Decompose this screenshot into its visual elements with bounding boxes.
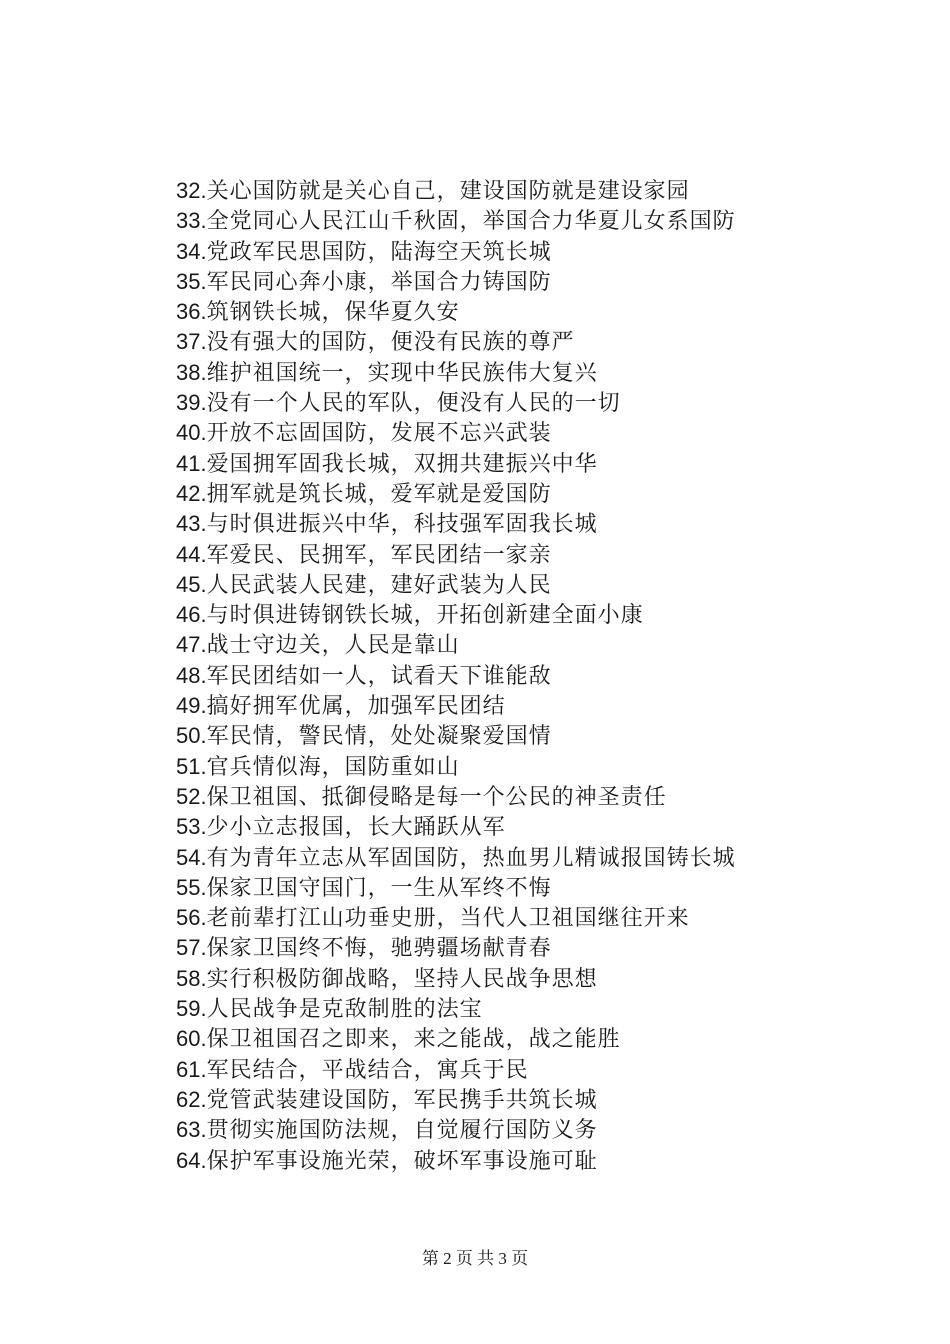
slogan-item <box>176 964 736 994</box>
slogan-item <box>176 176 736 206</box>
slogan-number: 54. <box>176 844 207 870</box>
slogan-item <box>176 630 736 660</box>
slogan-text: 军爱民、民拥军，军民团结一家亲 <box>206 542 552 568</box>
slogan-text: 爱国拥军固我长城，双拥共建振兴中华 <box>206 451 598 477</box>
slogan-number: 53. <box>176 814 207 840</box>
slogan-text: 官兵情似海，国防重如山 <box>206 754 460 780</box>
slogan-text: 保护军事设施光荣，破坏军事设施可耻 <box>206 1148 598 1174</box>
slogan-item <box>176 540 736 570</box>
slogan-text: 筑钢铁长城，保华夏久安 <box>206 300 460 326</box>
page-footer: 第 2 页 共 3 页 <box>421 1249 529 1268</box>
slogan-number: 50. <box>176 723 207 749</box>
slogan-number: 40. <box>176 420 207 446</box>
slogan-text: 人民战争是克敌制胜的法宝 <box>206 997 483 1023</box>
slogan-text: 关心国防就是关心自己，建设国防就是建设家园 <box>206 179 690 204</box>
slogan-text: 拥军就是筑长城，爱军就是爱国防 <box>206 481 552 507</box>
slogan-text: 党管武装建设国防，军民携手共筑长城 <box>206 1087 598 1113</box>
slogan-text: 老前辈打江山功垂史册，当代人卫祖国继往开来 <box>206 906 690 932</box>
slogan-number: 63. <box>176 1117 207 1143</box>
slogan-item <box>176 267 736 297</box>
slogan-text: 实行积极防御战略，坚持人民战争思想 <box>206 966 598 992</box>
slogan-text: 军民团结如一人，试看天下谁能敌 <box>206 663 552 689</box>
slogan-number: 38. <box>176 359 207 385</box>
slogan-number: 56. <box>176 905 207 931</box>
slogan-text: 搞好拥军优属，加强军民团结 <box>206 694 506 720</box>
slogan-item <box>176 600 736 630</box>
slogan-item <box>176 479 736 509</box>
slogan-number: 39. <box>176 390 207 416</box>
slogan-text: 人民武装人民建，建好武装为人民 <box>206 572 552 598</box>
slogan-number: 33. <box>176 208 207 234</box>
slogan-item <box>176 297 736 327</box>
slogan-number: 42. <box>176 480 207 506</box>
slogan-number: 55. <box>176 874 207 900</box>
slogan-item <box>176 1115 736 1145</box>
slogan-item <box>176 358 736 388</box>
slogan-list <box>176 176 736 1176</box>
slogan-text: 维护祖国统一，实现中华民族伟大复兴 <box>206 360 598 386</box>
slogan-number: 41. <box>176 450 207 476</box>
slogan-number: 32. <box>176 178 207 203</box>
slogan-item <box>176 843 736 873</box>
slogan-number: 45. <box>176 571 207 597</box>
slogan-number: 34. <box>176 238 207 264</box>
slogan-item <box>176 418 736 448</box>
slogan-number: 64. <box>176 1147 207 1173</box>
slogan-item <box>176 388 736 418</box>
slogan-item <box>176 509 736 539</box>
slogan-text: 党政军民思国防，陆海空天筑长城 <box>206 239 552 265</box>
slogan-text: 保家卫国终不悔，驰骋疆场献青春 <box>206 936 552 962</box>
slogan-item <box>176 661 736 691</box>
slogan-text: 贯彻实施国防法规，自觉履行国防义务 <box>206 1118 598 1144</box>
slogan-text: 与时俱进振兴中华，科技强军固我长城 <box>206 512 598 538</box>
slogan-item <box>176 812 736 842</box>
slogan-text: 军民结合，平战结合，寓兵于民 <box>206 1057 529 1083</box>
slogan-number: 62. <box>176 1086 207 1112</box>
slogan-number: 36. <box>176 299 207 325</box>
slogan-number: 46. <box>176 602 207 628</box>
slogan-item <box>176 237 736 267</box>
slogan-text: 没有一个人民的军队，便没有人民的一切 <box>206 391 621 417</box>
slogan-text: 保卫祖国、抵御侵略是每一个公民的神圣责任 <box>206 784 667 810</box>
slogan-item <box>176 782 736 812</box>
slogan-number: 48. <box>176 662 207 688</box>
slogan-item <box>176 691 736 721</box>
slogan-item <box>176 873 736 903</box>
slogan-text: 少小立志报国，长大踊跃从军 <box>206 815 506 841</box>
slogan-number: 58. <box>176 965 207 991</box>
slogan-item <box>176 206 736 236</box>
slogan-text: 与时俱进铸钢铁长城，开拓创新建全面小康 <box>206 603 644 629</box>
slogan-text: 军民同心奔小康，举国合力铸国防 <box>206 269 552 295</box>
slogan-item <box>176 721 736 751</box>
slogan-number: 57. <box>176 935 207 961</box>
slogan-number: 35. <box>176 268 207 294</box>
slogan-item <box>176 752 736 782</box>
slogan-text: 全党同心人民江山千秋固，举国合力华夏儿女系国防 <box>206 209 736 235</box>
slogan-text: 保卫祖国召之即来，来之能战，战之能胜 <box>206 1027 621 1053</box>
slogan-number: 60. <box>176 1026 207 1052</box>
slogan-item <box>176 903 736 933</box>
slogan-item <box>176 994 736 1024</box>
slogan-number: 37. <box>176 329 207 355</box>
slogan-text: 有为青年立志从军固国防，热血男儿精诚报国铸长城 <box>206 845 736 871</box>
slogan-text: 保家卫国守国门，一生从军终不悔 <box>206 875 552 901</box>
slogan-number: 47. <box>176 632 207 658</box>
slogan-text: 没有强大的国防，便没有民族的尊严 <box>206 330 575 356</box>
slogan-text: 战士守边关，人民是靠山 <box>206 633 460 659</box>
slogan-item <box>176 1024 736 1054</box>
slogan-number: 61. <box>176 1056 207 1082</box>
slogan-text: 开放不忘固国防，发展不忘兴武装 <box>206 421 552 447</box>
slogan-item <box>176 1146 736 1176</box>
slogan-item <box>176 1085 736 1115</box>
slogan-text: 军民情，警民情，处处凝聚爱国情 <box>206 724 552 750</box>
slogan-number: 59. <box>176 996 207 1022</box>
slogan-number: 51. <box>176 753 207 779</box>
slogan-number: 43. <box>176 511 207 537</box>
slogan-item <box>176 449 736 479</box>
slogan-item <box>176 1055 736 1085</box>
slogan-number: 52. <box>176 783 207 809</box>
slogan-number: 44. <box>176 541 207 567</box>
slogan-item <box>176 327 736 357</box>
slogan-number: 49. <box>176 693 207 719</box>
slogan-item <box>176 570 736 600</box>
slogan-item <box>176 933 736 963</box>
